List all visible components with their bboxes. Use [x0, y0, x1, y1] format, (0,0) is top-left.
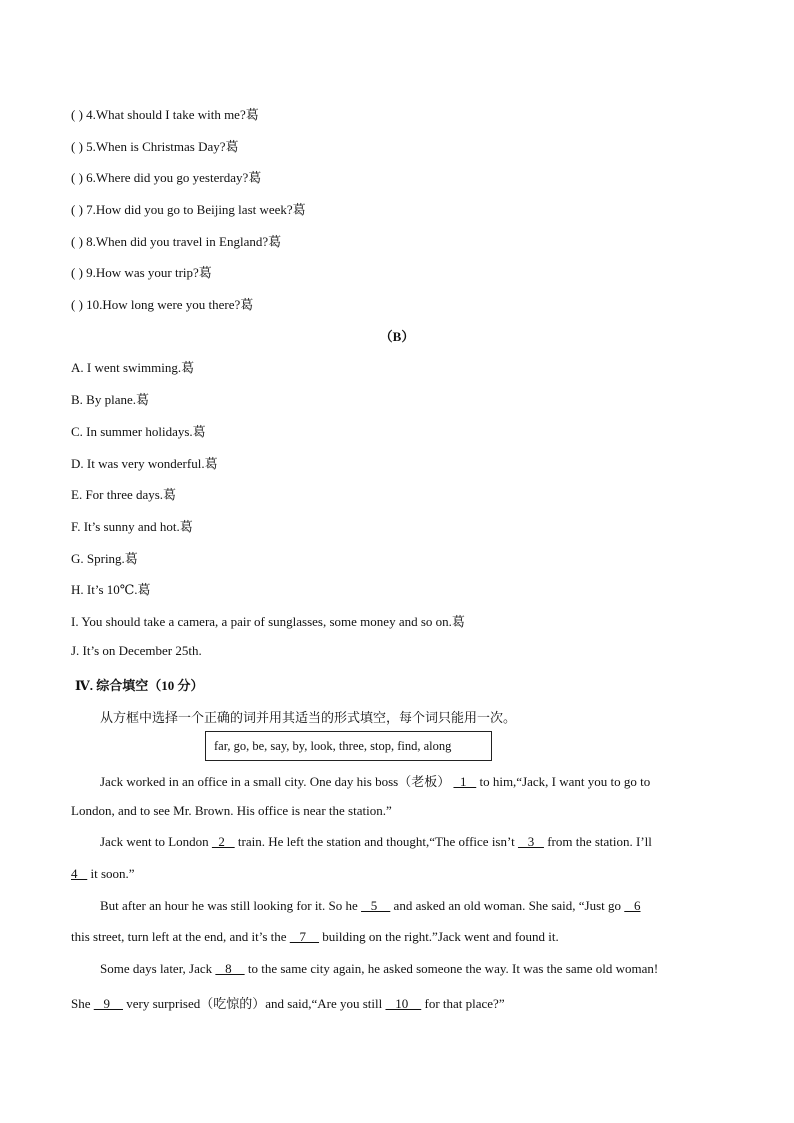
- question-item: ( ) 5.When is Christmas Day?葛: [71, 139, 239, 154]
- question-item: ( ) 7.How did you go to Beijing last week?葛: [71, 202, 306, 217]
- passage-line: 4 it soon.”: [71, 866, 135, 881]
- section-4-heading: Ⅳ. 综合填空（10 分）: [75, 678, 204, 693]
- question-item: ( ) 8.When did you travel in England?葛: [71, 234, 282, 249]
- blank-1: 1: [453, 774, 477, 789]
- answer-item: F. It’s sunny and hot.葛: [71, 519, 193, 534]
- blank-4: 4: [71, 866, 88, 881]
- question-item: ( ) 4.What should I take with me?葛: [71, 107, 259, 122]
- answer-item: C. In summer holidays.葛: [71, 424, 206, 439]
- blank-5: 5: [361, 898, 391, 913]
- answer-item: H. It’s 10℃.葛: [71, 582, 151, 597]
- word-box: far, go, be, say, by, look, three, stop, find, along: [205, 731, 492, 761]
- passage-line: Jack worked in an office in a small city. One day his boss（老板） 1 to him,“Jack, I want you to go to: [100, 774, 651, 789]
- answer-item: E. For three days.葛: [71, 487, 177, 502]
- blank-10: 10: [385, 996, 422, 1011]
- answer-item: A. I went swimming.葛: [71, 360, 195, 375]
- passage-line: London, and to see Mr. Brown. His office is near the station.”: [71, 803, 392, 818]
- answer-item: G. Spring.葛: [71, 551, 138, 566]
- passage-line: this street, turn left at the end, and it’s the 7 building on the right.”Jack went and found it.: [71, 929, 559, 944]
- question-item: ( ) 10.How long were you there?葛: [71, 297, 254, 312]
- section-b-title: （B）: [379, 329, 415, 344]
- question-item: ( ) 6.Where did you go yesterday?葛: [71, 170, 262, 185]
- question-item: ( ) 9.How was your trip?葛: [71, 265, 212, 280]
- passage-line: But after an hour he was still looking for it. So he 5 and asked an old woman. She said, “Just go 6: [100, 898, 641, 913]
- blank-6: 6: [624, 898, 641, 913]
- blank-2: 2: [211, 834, 235, 849]
- blank-8: 8: [215, 961, 245, 976]
- passage-line: Some days later, Jack 8 to the same city again, he asked someone the way. It was the same old woman!: [100, 961, 659, 976]
- answer-item: D. It was very wonderful.葛: [71, 456, 218, 471]
- answer-item: B. By plane.葛: [71, 392, 149, 407]
- section-4-instruction: 从方框中选择一个正确的词并用其适当的形式填空，每个词只能用一次。: [100, 710, 517, 725]
- blank-9: 9: [93, 996, 123, 1011]
- blank-7: 7: [289, 929, 320, 944]
- answer-item: I. You should take a camera, a pair of sunglasses, some money and so on.葛: [71, 614, 465, 629]
- passage-line: Jack went to London 2 train. He left the station and thought,“The office isn’t 3 from the station. I’ll: [100, 834, 652, 849]
- blank-3: 3: [517, 834, 544, 849]
- answer-item: J. It’s on December 25th.: [71, 643, 202, 658]
- passage-line: She 9 very surprised（吃惊的）and said,“Are you still 10 for that place?”: [71, 996, 505, 1011]
